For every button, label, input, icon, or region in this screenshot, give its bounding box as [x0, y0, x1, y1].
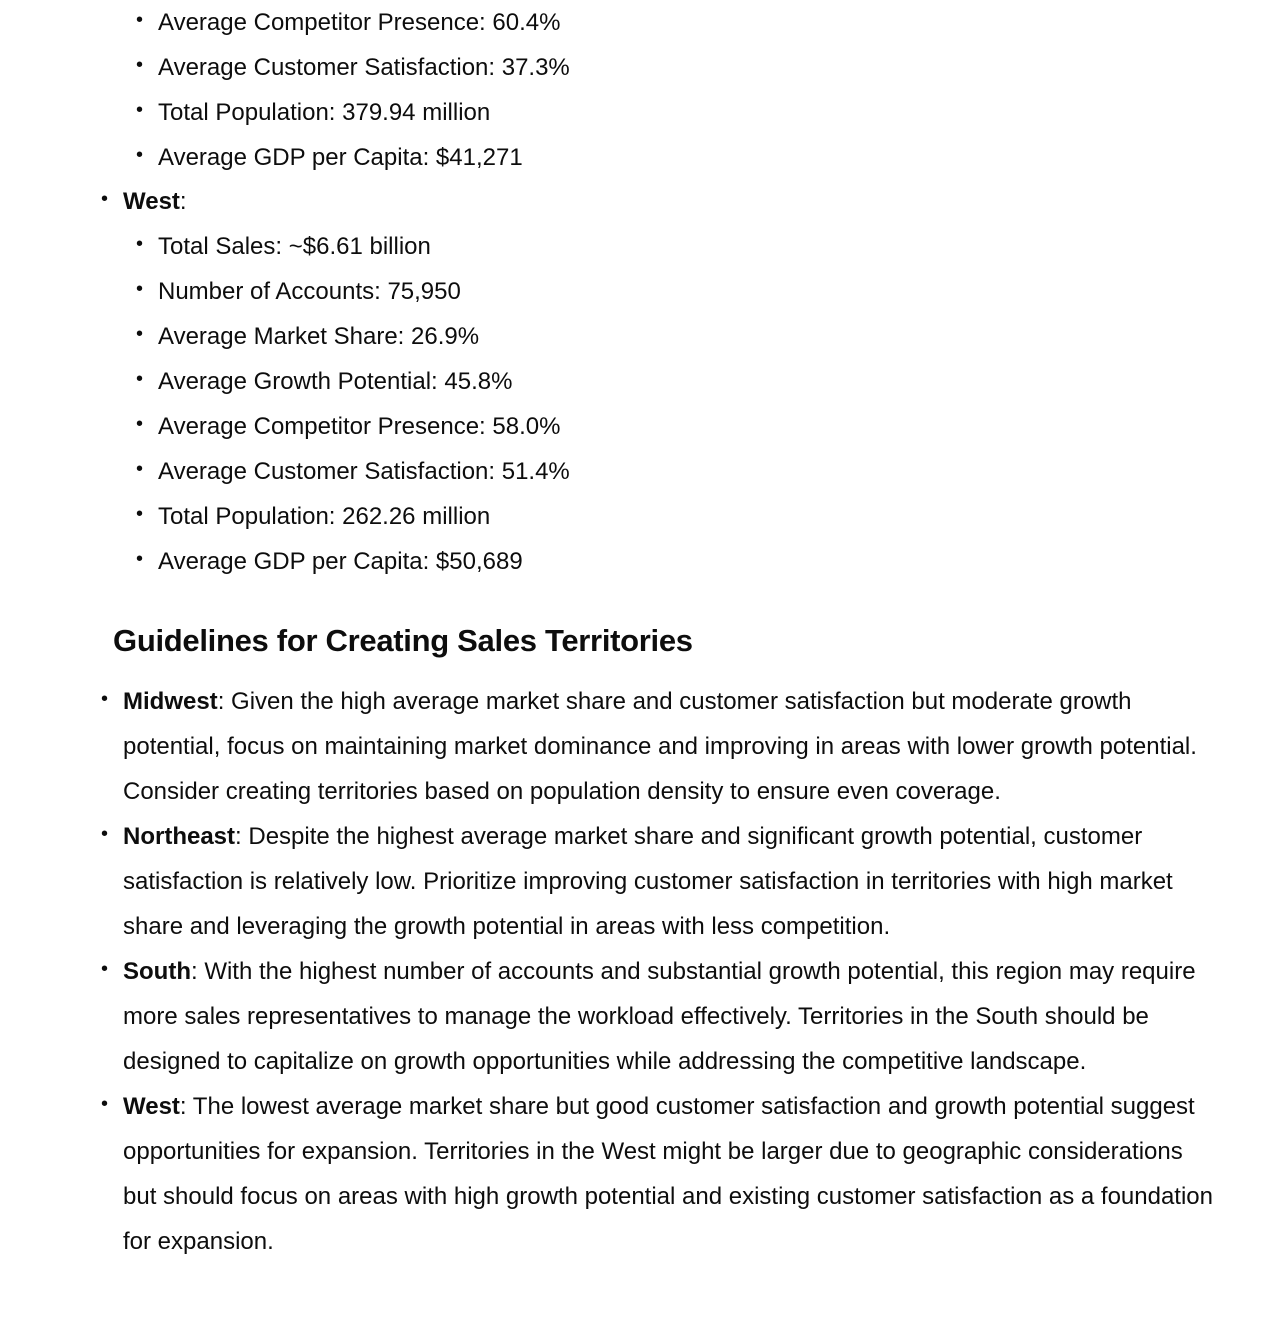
bullet: • — [136, 503, 144, 525]
bullet: • — [136, 278, 144, 300]
list-item: • Number of Accounts: 75,950 — [158, 269, 1058, 314]
prev-region-metrics — [136, 0, 1058, 180]
bullet: • — [136, 144, 144, 166]
list-item: • Total Population: 379.94 million — [158, 90, 1058, 135]
bullet: • — [101, 188, 109, 210]
list-item: • Average GDP per Capita: $41,271 — [158, 135, 1058, 180]
bullet: • — [136, 99, 144, 121]
bullet: • — [101, 1093, 109, 1115]
bullet: • — [101, 823, 109, 845]
list-item: • Total Sales: ~$6.61 billion — [158, 224, 1058, 269]
bullet: • — [136, 413, 144, 435]
list-item: • Average GDP per Capita: $50,689 — [158, 539, 1058, 584]
section-heading: Guidelines for Creating Sales Territories — [113, 623, 693, 658]
guideline-northeast: • Northeast: Despite the highest average market share and significant growth potential, customer satisfaction is relatively low. Prioritize improving customer satisfaction in territories with high market share and leveraging the growth potential in areas with less competition. — [123, 814, 1213, 949]
guideline-south: • South: With the highest number of accounts and substantial growth potential, this region may require more sales representatives to manage the workload effectively. Territories in the South should be designed to capitalize on growth opportunities while addressing the competitive landscape. — [123, 949, 1213, 1084]
bullet: • — [136, 9, 144, 31]
list-item: • Average Competitor Presence: 58.0% — [158, 404, 1058, 449]
bullet: • — [136, 233, 144, 255]
bullet: • — [136, 368, 144, 390]
region-heading-west: • West: — [123, 179, 187, 224]
list-item: • Total Population: 262.26 million — [158, 494, 1058, 539]
guideline-midwest: • Midwest: Given the high average market share and customer satisfaction but moderate growth potential, focus on maintaining market dominance and improving in areas with lower growth potential. Consider creating territories based on population density to ensure even coverage. — [123, 679, 1213, 814]
west-region — [101, 179, 187, 224]
list-item: • Average Customer Satisfaction: 51.4% — [158, 449, 1058, 494]
bullet: • — [136, 458, 144, 480]
west-metrics — [136, 224, 1058, 584]
bullet: • — [136, 548, 144, 570]
list-item: • Average Growth Potential: 45.8% — [158, 359, 1058, 404]
guideline-west: • West: The lowest average market share but good customer satisfaction and growth potential suggest opportunities for expansion. Territories in the West might be larger due to geographic considerations but should focus on areas with high growth potential and existing customer satisfaction as a foundation for expansion. — [123, 1084, 1213, 1264]
bullet: • — [101, 958, 109, 980]
list-item: • Average Customer Satisfaction: 37.3% — [158, 45, 1058, 90]
bullet: • — [136, 54, 144, 76]
list-item: • Average Market Share: 26.9% — [158, 314, 1058, 359]
guidelines-list — [101, 679, 1213, 1264]
bullet: • — [136, 323, 144, 345]
bullet: • — [101, 688, 109, 710]
list-item: • Average Competitor Presence: 60.4% — [158, 0, 1058, 45]
